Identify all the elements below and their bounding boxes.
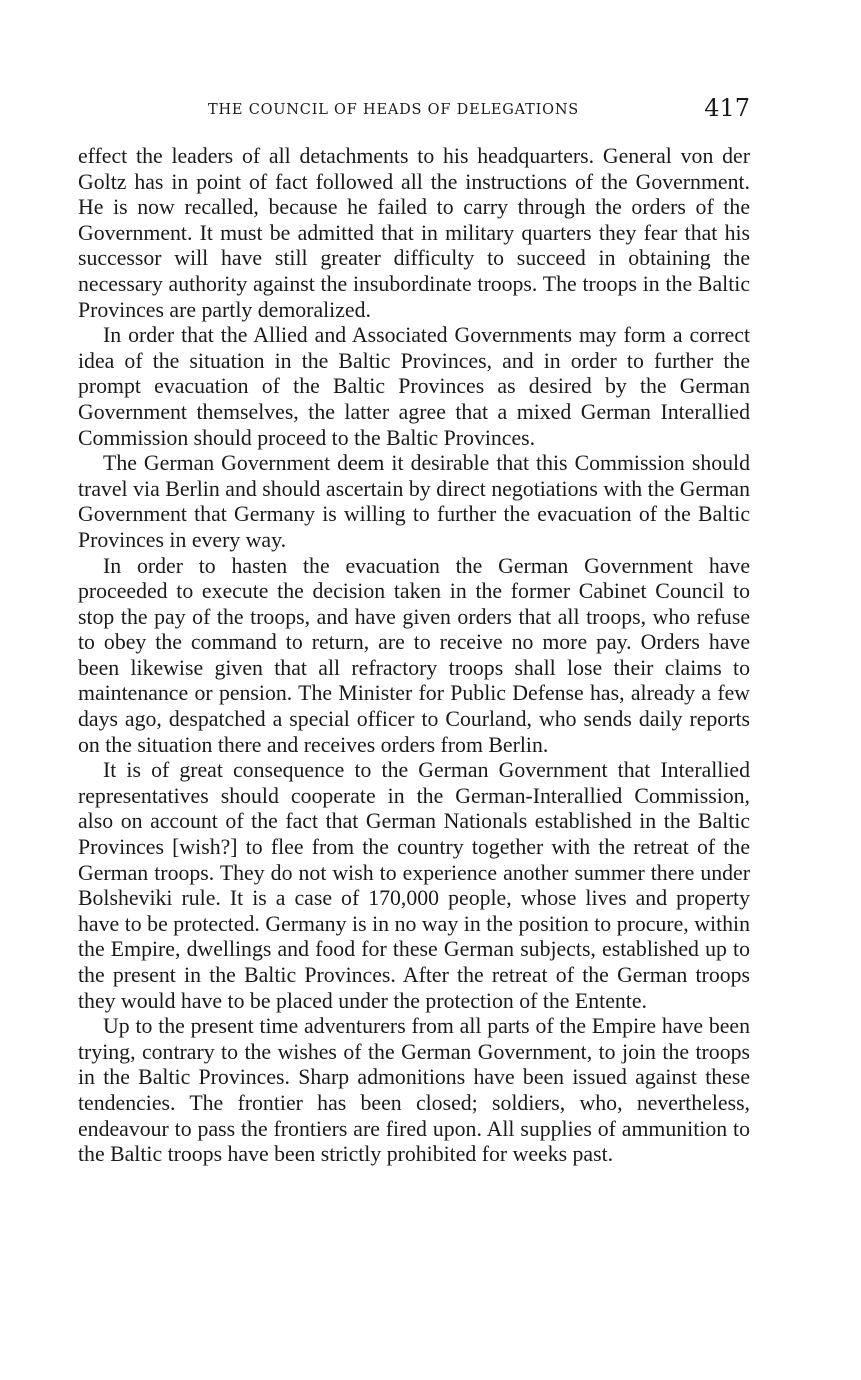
paragraph-5: It is of great consequence to the German Government that Interallied representatives should cooperate in the German-Interallied Commission, also on account of the fact that German Nationals established in the Baltic Provinces [wish?] to flee from the country together with the retreat of the German troops. They do not wish to experience another summer there under Bolsheviki rule. It is a case of 170,000 people, whose lives and property have to be protected. Germany is in no way in the position to procure, within the Empire, dwellings and food for these German subjects, established up to the present in the Baltic Provinces. After the retreat of the German troops they would have to be placed under the protection of the Entente. — [78, 758, 750, 1013]
body-text — [78, 144, 750, 1168]
paragraph-6: Up to the present time adventurers from all parts of the Empire have been trying, contrary to the wishes of the German Government, to join the troops in the Baltic Provinces. Sharp admonitions have been issued against these tendencies. The frontier has been closed; soldiers, who, nevertheless, endeavour to pass the frontiers are fired upon. All supplies of ammunition to the Baltic troops have been strictly prohibited for weeks past. — [78, 1014, 750, 1167]
paragraph-3: The German Government deem it desirable that this Commission should travel via Berlin and should ascertain by direct negotiations with the German Government that Germany is willing to further the evacuation of the Baltic Provinces in every way. — [78, 451, 750, 552]
document-page — [78, 92, 750, 1168]
paragraph-4: In order to hasten the evacuation the German Government have proceeded to execute the decision taken in the former Cabinet Council to stop the pay of the troops, and have given orders that all troops, who refuse to obey the command to return, are to receive no more pay. Orders have been likewise given that all refractory troops shall lose their claims to maintenance or pension. The Minister for Public Defense has, already a few days ago, despatched a special officer to Courland, who sends daily reports on the situation there and receives orders from Berlin. — [78, 553, 750, 757]
paragraph-1: effect the leaders of all detachments to his headquarters. General von der Goltz has in point of fact followed all the instructions of the Government. He is now recalled, because he failed to carry through the orders of the Government. It must be admitted that in military quarters they fear that his successor will have still greater difficulty to succeed in obtaining the necessary authority against the insubordinate troops. The troops in the Baltic Provinces are partly demoralized. — [78, 144, 750, 322]
running-header — [78, 92, 750, 132]
running-title: THE COUNCIL OF HEADS OF DELEGATIONS — [208, 102, 580, 118]
paragraph-2: In order that the Allied and Associated Governments may form a correct idea of the situation in the Baltic Provinces, and in order to further the prompt evacuation of the Baltic Provinces as desired by the German Government themselves, the latter agree that a mixed German Interallied Commission should proceed to the Baltic Provinces. — [78, 323, 750, 450]
page-number: 417 — [704, 94, 750, 122]
